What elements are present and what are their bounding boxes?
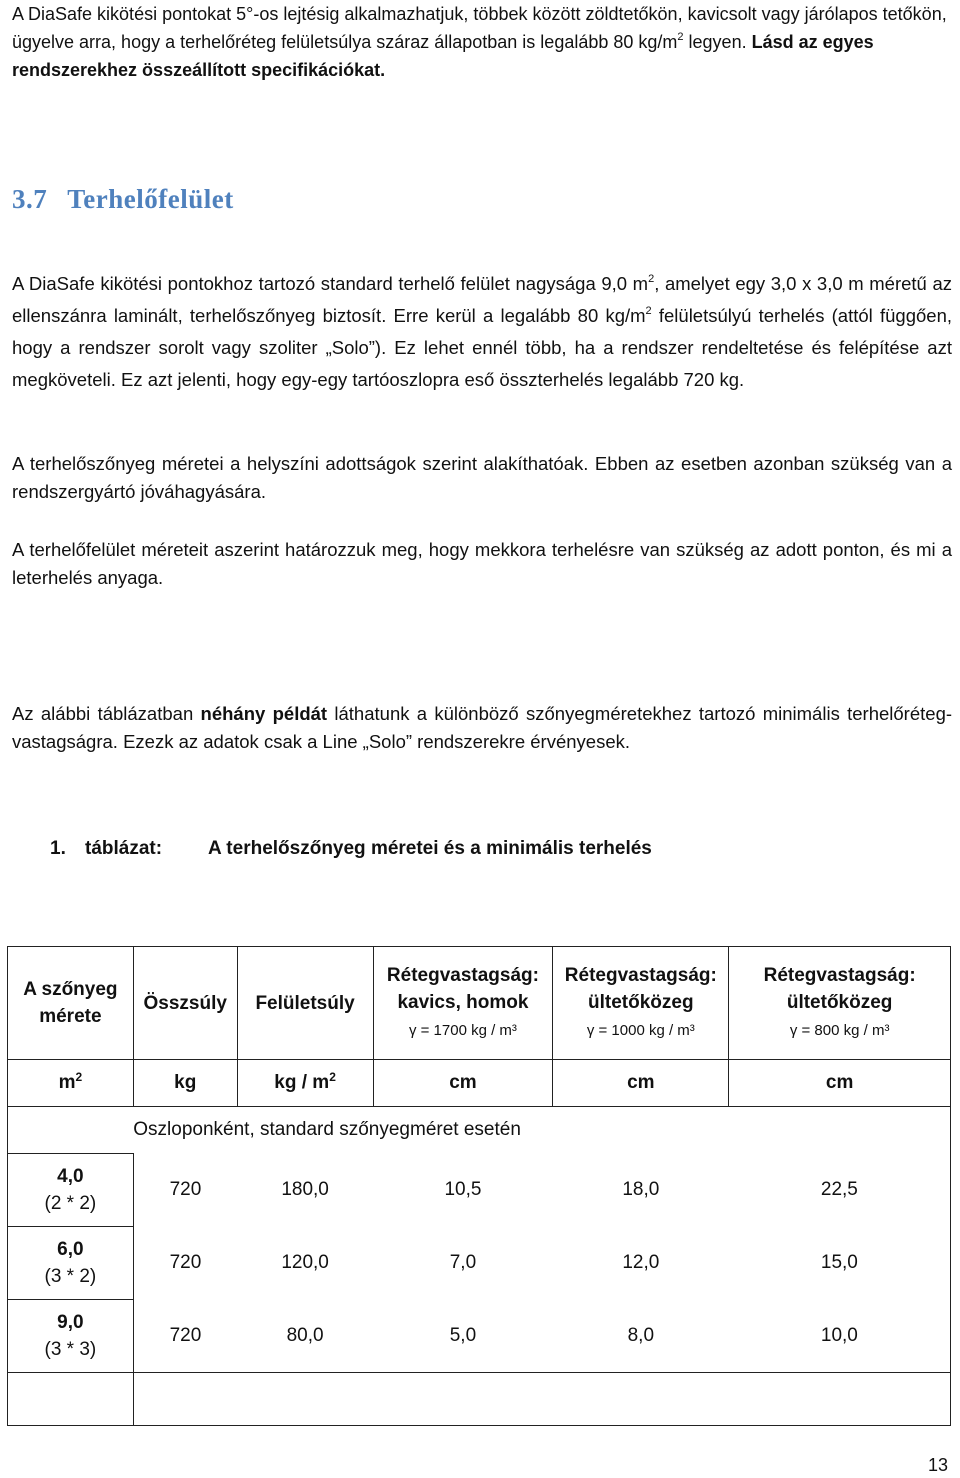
unit-cell: kg: [133, 1060, 237, 1107]
layer-cell: 18,0: [622, 1179, 660, 1200]
paragraph-3: A terhelőfelület méreteit aszerint határozzuk meg, hogy mekkora terhelésre van szükség az adott ponton, és mi a leterhelés anyaga.: [12, 539, 952, 588]
surface-cell: 120,0: [281, 1252, 329, 1273]
layer-cell: 10,5: [444, 1179, 482, 1200]
note-left-cell: [8, 1107, 134, 1154]
table-row: [8, 1300, 951, 1373]
intro-text: A DiaSafe kikötési pontokat 5°-os lejtésig alkalmazhatjuk, többek között zöldtetőkön, kavicsolt vagy járólapos tetőkön, ügyelve arra, hogy a terhelőréteg felületsúlya száraz állapotban is legalább 80 kg/m: [12, 4, 947, 52]
size-cell: 4,0 (2 * 2): [8, 1154, 134, 1227]
section-title: Terhelőfelület: [67, 184, 234, 214]
layer-cell: 5,0: [449, 1324, 477, 1346]
caption-number: 1.: [50, 838, 66, 859]
table-header-row: [8, 947, 951, 1060]
table-empty-row: [8, 1373, 951, 1426]
total-cell: 720: [169, 1252, 202, 1273]
size-cell: 6,0 (3 * 2): [8, 1227, 134, 1300]
empty-cell: [133, 1373, 950, 1426]
header-cell: A szőnyeg mérete: [8, 947, 134, 1060]
header-cell: Rétegvastagság: ültetőközeg γ = 800 kg / m³: [729, 947, 951, 1060]
layer-cell: 12,0: [622, 1252, 660, 1273]
paragraph-1-part3: felületsúlyú terhelés (attól függően, hogy a rendszer sorolt vagy szoliter „Solo”). Ez lehet ennél több, ha a rendszer rendeltetése és felépítése azt megköveteli. Ez azt jelenti, hogy egy-egy tartóoszlopra eső összterhelés legalább 720 kg.: [12, 305, 952, 390]
header-cell: Összsúly: [133, 947, 237, 1060]
gamma-label: γ = 800 kg / m³: [789, 1022, 890, 1039]
unit-cell: kg / $m^2$: [237, 1060, 373, 1107]
paragraph-1-sup2: 2: [645, 305, 652, 317]
gamma-label: γ = 1700 kg / m³: [408, 1022, 517, 1039]
unit-cell: $m^2$: [8, 1060, 134, 1107]
intro-paragraph: [12, 0, 952, 84]
section-heading: [12, 184, 234, 215]
header-cell: Rétegvastagság: kavics, homok γ = 1700 kg / m³: [373, 947, 553, 1060]
header-cell: Felületsúly: [237, 947, 373, 1060]
paragraph-4-bold: néhány példát: [200, 703, 328, 724]
paragraph-2: A terhelőszőnyeg méretei a helyszíni adottságok szerint alakíthatóak. Ebben az esetben azonban szükség van a rendszergyártó jóváhagyására.: [12, 453, 952, 502]
layer-cell: 8,0: [627, 1324, 655, 1346]
size-cell: 9,0 (3 * 3): [8, 1300, 134, 1373]
table-row: [8, 1227, 951, 1300]
table-note-row: [8, 1107, 951, 1154]
intro-text-after: legyen.: [683, 32, 752, 52]
surface-cell: 80,0: [286, 1324, 324, 1346]
caption-title: A terhelőszőnyeg méretei és a minimális terhelés: [208, 838, 652, 859]
total-cell: 720: [169, 1179, 202, 1200]
caption-label: táblázat:: [85, 838, 163, 859]
page-number: 13: [927, 1455, 948, 1475]
layer-cell: 15,0: [729, 1227, 951, 1300]
table-units-row: [8, 1060, 951, 1107]
paragraph-1-part2: , amelyet egy 3,0 x 3,0 m méretű az ellenszánra laminált, terhelőszőnyeg biztosít. Erre kerül a legalább 80 kg/m: [12, 273, 952, 326]
layer-cell: 7,0: [449, 1252, 477, 1273]
intro-bold: Lásd az egyes rendszerekhez összeállított specifikációkat.: [12, 32, 874, 80]
section-number: 3.7: [12, 184, 48, 214]
unit-cell: cm: [729, 1060, 951, 1107]
table-row: [8, 1154, 951, 1227]
unit-cell: cm: [373, 1060, 553, 1107]
header-cell: Rétegvastagság: ültetőközeg γ = 1000 kg / m³: [553, 947, 729, 1060]
paragraph-4-part2: láthatunk a különböző szőnyegméretekhez tartozó minimális terhelőréteg-vastagságra. Ezezk az adatok csak a Line „Solo” rendszerekre érvényesek.: [12, 703, 953, 752]
intro-sup: 2: [677, 31, 684, 43]
note-cell: Oszloponként, standard szőnyegméret esetén: [133, 1107, 950, 1154]
empty-cell: [8, 1373, 134, 1426]
load-table: [7, 946, 951, 1426]
unit-cell: cm: [553, 1060, 729, 1107]
layer-cell: 10,0: [729, 1300, 951, 1373]
paragraph-4-part1: Az alábbi táblázatban: [12, 703, 201, 724]
paragraph-4: [12, 700, 952, 756]
surface-cell: 180,0: [281, 1179, 329, 1200]
gamma-label: γ = 1000 kg / m³: [586, 1022, 695, 1039]
paragraph-1-part1: A DiaSafe kikötési pontokhoz tartozó standard terhelő felület nagysága 9,0 m: [12, 273, 649, 294]
paragraph-1-sup1: 2: [648, 273, 655, 285]
paragraph-1: [12, 268, 952, 396]
layer-cell: 22,5: [729, 1154, 951, 1227]
total-cell: 720: [169, 1324, 202, 1346]
